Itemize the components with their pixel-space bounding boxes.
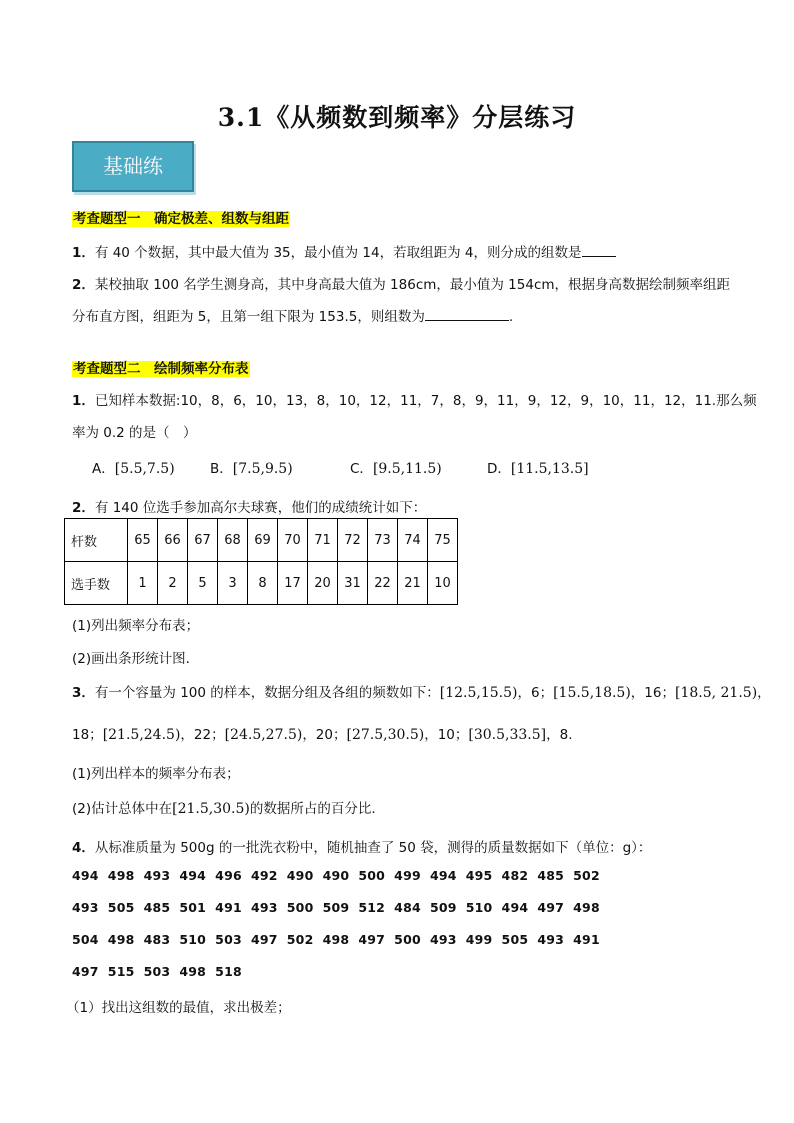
table-cell: 72: [338, 519, 368, 562]
table-cell: 21: [398, 562, 428, 605]
table-cell: 22: [368, 562, 398, 605]
table-cell: 31: [338, 562, 368, 605]
data-row: 504 498 483 510 503 497 502 498 497 500 493 499 505 493 491: [72, 932, 600, 947]
answer-blank[interactable]: [582, 244, 616, 257]
subquestion: (2)估计总体中在[21.5,30.5)的数据所占的百分比.: [72, 801, 376, 817]
question-2-1-line2: 率为 0.2 的是（ ）: [72, 425, 197, 441]
section-heading-2: 考查题型二 绘制频率分布表: [73, 361, 249, 377]
table-cell: 69: [248, 519, 278, 562]
question-2-3-line2: 18；[21.5,24.5)，22；[24.5,27.5)，20；[27.5,30.5)，10；[30.5,33.5]，8.: [72, 727, 573, 743]
question-2-1-line1: 1．已知样本数据:10，8，6，10，13，8，10，12，11，7，8，9，11，9，12，9，10，11，12，11.那么频: [72, 393, 757, 409]
table-row: [65, 519, 458, 562]
table-cell: 65: [128, 519, 158, 562]
question-1-2-line2: 分布直方图，组距为 5，且第一组下限为 153.5，则组数为 .: [72, 309, 514, 325]
table-cell: 70: [278, 519, 308, 562]
table-cell: 66: [158, 519, 188, 562]
option-d[interactable]: D．[11.5,13.5]: [487, 461, 589, 477]
table-cell: 20: [308, 562, 338, 605]
level-badge: 基础练: [72, 141, 194, 192]
data-row: 497 515 503 498 518: [72, 964, 242, 979]
data-row: 493 505 485 501 491 493 500 509 512 484 509 510 494 497 498: [72, 900, 600, 915]
table-cell: 67: [188, 519, 218, 562]
option-b[interactable]: B．[7.5,9.5): [210, 461, 293, 477]
table-cell: 68: [218, 519, 248, 562]
table-cell: 10: [428, 562, 458, 605]
subquestion: (1)列出频率分布表；: [72, 618, 200, 634]
option-a[interactable]: A．[5.5,7.5): [92, 461, 175, 477]
page-title: 3.1《从频数到频率》分层练习: [217, 103, 577, 132]
table-cell: 71: [308, 519, 338, 562]
table-cell: 75: [428, 519, 458, 562]
data-row: 494 498 493 494 496 492 490 490 500 499 494 495 482 485 502: [72, 868, 600, 883]
table-cell: 74: [398, 519, 428, 562]
question-1-1: 1．有 40 个数据，其中最大值为 35，最小值为 14，若取组距为 4，则分成的组数是: [72, 241, 616, 261]
subquestion: （1）找出这组数的最值，求出极差；: [66, 1000, 291, 1016]
question-2-4: 4．从标准质量为 500g 的一批洗衣粉中，随机抽查了 50 袋，测得的质量数据如下（单位：g）：: [72, 840, 652, 856]
subquestion: (1)列出样本的频率分布表；: [72, 766, 240, 782]
table-cell: 3: [218, 562, 248, 605]
section-heading-1: 考查题型一 确定极差、组数与组距: [73, 211, 289, 227]
question-2-2: 2．有 140 位选手参加高尔夫球赛，他们的成绩统计如下：: [72, 500, 427, 516]
table-cell: 2: [158, 562, 188, 605]
score-table: [64, 518, 458, 605]
table-cell: 8: [248, 562, 278, 605]
question-1-2-line1: 2．某校抽取 100 名学生测身高，其中身高最大值为 186cm，最小值为 154cm，根据身高数据绘制频率组距: [72, 277, 731, 293]
table-row-header: 杆数: [65, 519, 128, 562]
table-cell: 17: [278, 562, 308, 605]
table-cell: 1: [128, 562, 158, 605]
answer-blank[interactable]: [425, 308, 509, 321]
table-row: [65, 562, 458, 605]
table-cell: 5: [188, 562, 218, 605]
option-c[interactable]: C．[9.5,11.5): [350, 461, 442, 477]
subquestion: (2)画出条形统计图.: [72, 651, 190, 667]
question-2-3-line1: 3．有一个容量为 100 的样本，数据分组及各组的频数如下：[12.5,15.5)，6；[15.5,18.5)，16；[18.5, 21.5)，: [72, 685, 771, 701]
table-row-header: 选手数: [65, 562, 128, 605]
table-cell: 73: [368, 519, 398, 562]
